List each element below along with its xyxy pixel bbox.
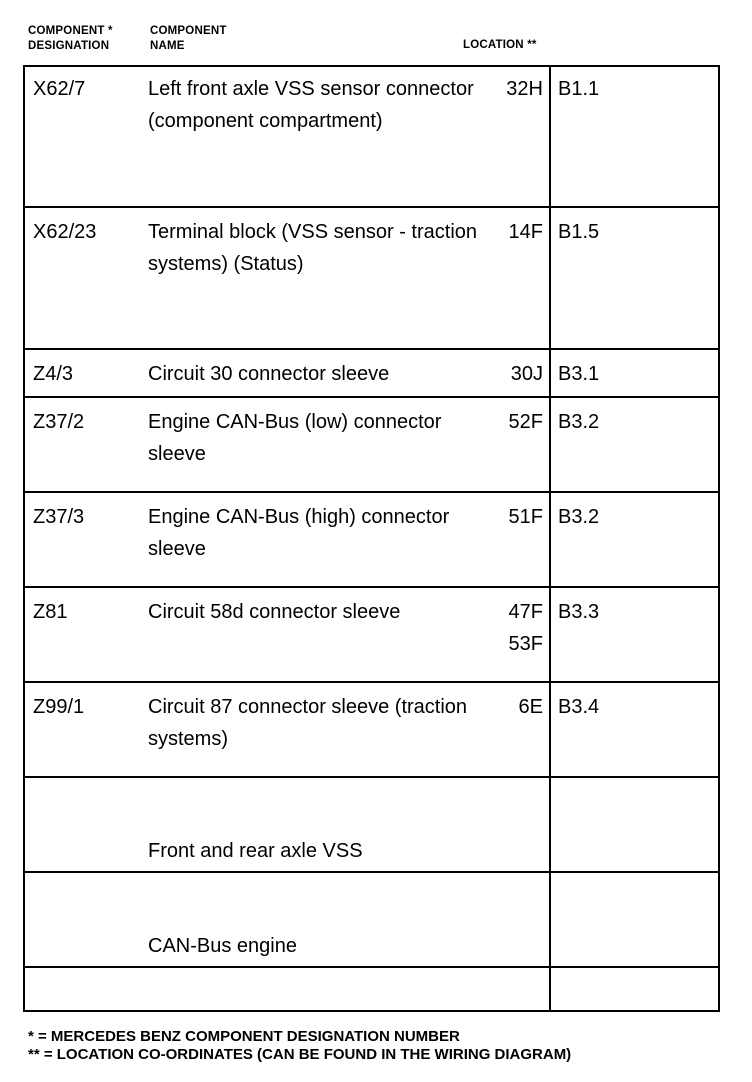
- section-row: [23, 778, 720, 873]
- grid-cell: B3.2: [558, 411, 600, 433]
- grid-cell: B3.1: [558, 363, 600, 385]
- name-cell: Engine CAN-Bus (low) connector sleeve: [148, 411, 442, 465]
- grid-cell: B1.5: [558, 221, 600, 243]
- name-cell: Terminal block (VSS sensor - traction systems) (Status): [148, 221, 478, 275]
- header-designation-line2: DESIGNATION: [28, 40, 110, 52]
- header-designation: [28, 24, 113, 54]
- name-cell: Circuit 30 connector sleeve: [148, 363, 390, 385]
- header-name-line2: NAME: [150, 40, 185, 52]
- designation-cell: Z81: [33, 601, 68, 623]
- location-cell: 14F: [508, 221, 543, 243]
- header-location: LOCATION **: [463, 39, 537, 51]
- grid-cell: B3.3: [558, 601, 600, 623]
- name-cell: Circuit 87 connector sleeve (traction systems): [148, 696, 468, 750]
- section-name: Front and rear axle VSS: [148, 840, 363, 862]
- location-cell: [509, 596, 543, 660]
- table-row: [23, 350, 720, 398]
- location-cell: 32H: [506, 78, 543, 100]
- header-name-line1: COMPONENT: [150, 25, 227, 37]
- designation-cell: Z99/1: [33, 696, 85, 718]
- location-value: 47F: [508, 601, 543, 623]
- location-cell: 51F: [508, 506, 543, 528]
- name-cell: Left front axle VSS sensor connector (component compartment): [148, 78, 474, 132]
- table-row: [23, 683, 720, 778]
- grid-cell: B1.1: [558, 78, 600, 100]
- table-row: [23, 208, 720, 350]
- location-cell: 52F: [508, 411, 543, 433]
- location-value-2: 53F: [508, 633, 543, 655]
- grid-cell: B3.4: [558, 696, 600, 718]
- table-row: [23, 398, 720, 493]
- designation-cell: X62/7: [33, 78, 86, 100]
- designation-cell: Z4/3: [33, 363, 74, 385]
- section-name: CAN-Bus engine: [148, 935, 297, 957]
- designation-cell: Z37/3: [33, 506, 85, 528]
- table-row: [23, 493, 720, 588]
- location-cell: 6E: [518, 696, 543, 718]
- header-name: [150, 24, 227, 54]
- header-designation-line1: COMPONENT *: [28, 25, 113, 37]
- designation-cell: Z37/2: [33, 411, 85, 433]
- grid-cell: B3.2: [558, 506, 600, 528]
- table-row: [23, 588, 720, 683]
- designation-cell: X62/23: [33, 221, 97, 243]
- section-row: [23, 873, 720, 968]
- name-cell: Engine CAN-Bus (high) connector sleeve: [148, 506, 450, 560]
- table-row: [23, 65, 720, 208]
- footnote-location: ** = LOCATION CO-ORDINATES (CAN BE FOUND IN THE WIRING DIAGRAM): [28, 1046, 572, 1063]
- name-cell: Circuit 58d connector sleeve: [148, 601, 401, 623]
- footnote-designation: * = MERCEDES BENZ COMPONENT DESIGNATION NUMBER: [28, 1028, 460, 1045]
- location-cell: 30J: [510, 363, 543, 385]
